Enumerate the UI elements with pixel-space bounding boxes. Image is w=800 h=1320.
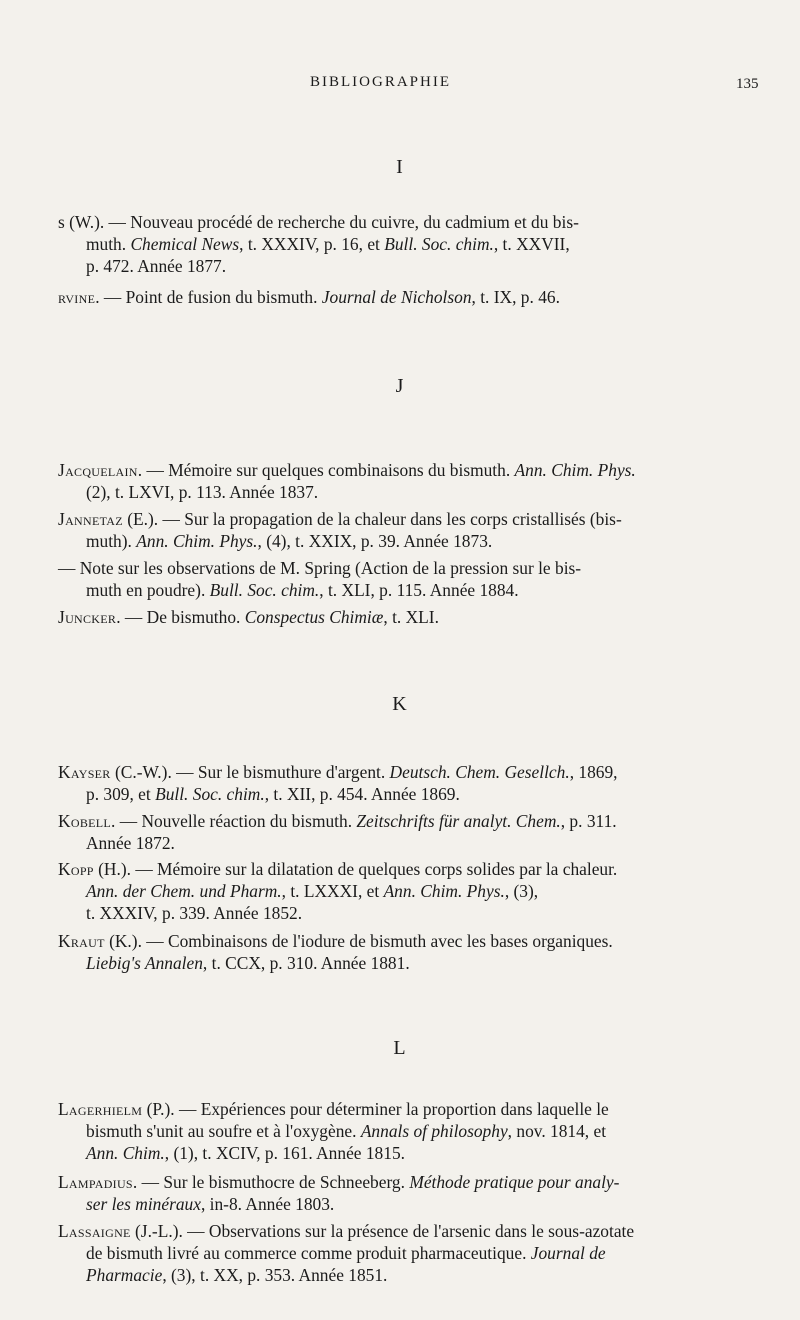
source-title: Ann. der Chem. und Pharm.	[86, 881, 282, 901]
entry-text: , t. IX, p. 46.	[471, 287, 560, 307]
source-title: Deutsch. Chem. Gesellch.	[389, 762, 570, 782]
entry-text: , t. XXXIV, p. 16, et	[239, 234, 385, 254]
entry-line	[58, 1142, 758, 1164]
bib-entry	[58, 1171, 758, 1215]
entry-text: , (4), t. XXIX, p. 39. Année 1873.	[257, 531, 493, 551]
source-title: Journal de Nicholson	[321, 287, 472, 307]
entry-line	[58, 880, 758, 902]
entry-line	[58, 810, 758, 832]
page-number: 135	[736, 76, 759, 92]
entry-text: . — Nouvelle réaction du bismuth.	[111, 811, 357, 831]
entry-text: , in-8. Année 1803.	[200, 1194, 335, 1214]
entry-line	[58, 530, 758, 552]
entry-text: t. XXXIV, p. 339. Année 1852.	[86, 903, 303, 923]
entry-text: (C.-W.). — Sur le bismuthure d'argent.	[110, 762, 390, 782]
entry-text: s (W.). — Nouveau procédé de recherche du cuivre, du cadmium et du bis-	[58, 212, 579, 232]
source-title: Chemical News	[130, 234, 240, 254]
source-title: Conspectus Chimiæ	[244, 607, 384, 627]
source-title: Bull. Soc. chim.	[209, 580, 320, 600]
entry-text: , t. XLI, p. 115. Année 1884.	[319, 580, 519, 600]
entry-text: . — Point de fusion du bismuth.	[95, 287, 322, 307]
source-title: Ann. Chim. Phys.	[383, 881, 505, 901]
author-name: Kobell	[58, 811, 112, 831]
author-name: Kopp	[58, 859, 94, 879]
bib-entry	[58, 557, 758, 601]
author-name: rvine	[58, 287, 96, 307]
bib-entry	[58, 1220, 758, 1286]
entry-line	[58, 930, 758, 952]
bib-entry	[58, 858, 758, 924]
source-title: Annals of philosophy	[360, 1121, 508, 1141]
source-title: Ann. Chim. Phys.	[514, 460, 636, 480]
entry-text: — Note sur les observations de M. Spring (Action de la pression sur le bis-	[58, 558, 582, 578]
entry-line	[58, 579, 758, 601]
entry-line	[58, 858, 758, 880]
entry-line	[58, 1264, 758, 1286]
entry-text: muth.	[86, 234, 131, 254]
entry-line	[58, 902, 758, 924]
entry-text: (P.). — Expériences pour déterminer la proportion dans laquelle le	[142, 1099, 609, 1119]
section-letter-k: K	[392, 693, 408, 715]
entry-line	[58, 1120, 758, 1142]
entry-text: . — De bismutho.	[116, 607, 245, 627]
entry-text: . — Mémoire sur quelques combinaisons du bismuth.	[137, 460, 515, 480]
entry-line	[58, 508, 758, 530]
source-title: Pharmacie	[86, 1265, 163, 1285]
section-letter-l: L	[393, 1037, 407, 1059]
author-name: Lassaigne	[58, 1221, 131, 1241]
bib-entry	[58, 810, 758, 854]
bib-entry	[58, 508, 758, 552]
entry-text: (J.-L.). — Observations sur la présence de l'arsenic dans le sous-azotate	[130, 1221, 635, 1241]
entry-line	[58, 557, 758, 579]
entry-line	[58, 286, 758, 308]
bib-entry	[58, 930, 758, 974]
entry-text: , t. XII, p. 454. Année 1869.	[264, 784, 460, 804]
entry-text: muth en poudre).	[86, 580, 210, 600]
entry-line	[58, 606, 758, 628]
source-title: Zeitschrifts für analyt. Chem.	[356, 811, 561, 831]
author-name: Jacquelain	[58, 460, 138, 480]
entry-text: , 1869,	[569, 762, 618, 782]
entry-text: , t. XLI.	[383, 607, 439, 627]
entry-text: (H.). — Mémoire sur la dilatation de quelques corps solides par la chaleur.	[93, 859, 618, 879]
bib-entry	[58, 211, 758, 277]
source-title: ser les minéraux	[86, 1194, 201, 1214]
author-name: Juncker	[58, 607, 117, 627]
author-name: Jannetaz	[58, 509, 123, 529]
entry-text: (E.). — Sur la propagation de la chaleur dans les corps cristallisés (bis-	[122, 509, 622, 529]
entry-line	[58, 481, 758, 503]
entry-text: , t. LXXXI, et	[281, 881, 384, 901]
source-title: Ann. Chim.	[86, 1143, 165, 1163]
entry-text: , p. 311.	[560, 811, 617, 831]
entry-text: . — Sur le bismuthocre de Schneeberg.	[132, 1172, 410, 1192]
author-name: Lagerhielm	[58, 1099, 143, 1119]
entry-text: , (3), t. XX, p. 353. Année 1851.	[162, 1265, 388, 1285]
entry-text: , t. XXVII,	[493, 234, 570, 254]
entry-line	[58, 211, 758, 233]
author-name: Lampadius	[58, 1172, 133, 1192]
bib-entry	[58, 1098, 758, 1164]
entry-text: (K.). — Combinaisons de l'iodure de bismuth avec les bases organiques.	[104, 931, 613, 951]
section-letter-j: J	[395, 375, 405, 397]
entry-text: , nov. 1814, et	[507, 1121, 607, 1141]
entry-text: bismuth s'unit au soufre et à l'oxygène.	[86, 1121, 361, 1141]
entry-text: muth).	[86, 531, 137, 551]
entry-line	[58, 761, 758, 783]
entry-text: , (1), t. XCIV, p. 161. Année 1815.	[164, 1143, 405, 1163]
entry-text: (2), t. LXVI, p. 113. Année 1837.	[86, 482, 319, 502]
entry-text: p. 472. Année 1877.	[86, 256, 227, 276]
bib-entry	[58, 286, 758, 308]
source-title: Méthode pratique pour analy-	[409, 1172, 620, 1192]
entry-line	[58, 952, 758, 974]
entry-line	[58, 1171, 758, 1193]
bib-entry	[58, 761, 758, 805]
running-header	[0, 72, 800, 96]
source-title: Ann. Chim. Phys.	[136, 531, 258, 551]
source-title: Journal de	[530, 1243, 606, 1263]
bib-entry	[58, 459, 758, 503]
entry-text: p. 309, et	[86, 784, 156, 804]
source-title: Bull. Soc. chim.	[384, 234, 494, 254]
running-title: BIBLIOGRAPHIE	[310, 74, 451, 90]
entry-text: Année 1872.	[86, 833, 175, 853]
entry-line	[58, 1242, 758, 1264]
entry-line	[58, 783, 758, 805]
entry-text: de bismuth livré au commerce comme produit pharmaceutique.	[86, 1243, 531, 1263]
section-letter-i: I	[396, 156, 404, 178]
entry-text: , (3),	[504, 881, 539, 901]
entry-line	[58, 832, 758, 854]
entry-line	[58, 1220, 758, 1242]
entry-text: , t. CCX, p. 310. Année 1881.	[202, 953, 410, 973]
bib-entry	[58, 606, 758, 628]
entry-line	[58, 1098, 758, 1120]
source-title: Liebig's Annalen	[86, 953, 203, 973]
entry-line	[58, 459, 758, 481]
source-title: Bull. Soc. chim.	[155, 784, 265, 804]
entry-line	[58, 1193, 758, 1215]
entry-line	[58, 255, 758, 277]
entry-line	[58, 233, 758, 255]
author-name: Kayser	[58, 762, 111, 782]
author-name: Kraut	[58, 931, 105, 951]
